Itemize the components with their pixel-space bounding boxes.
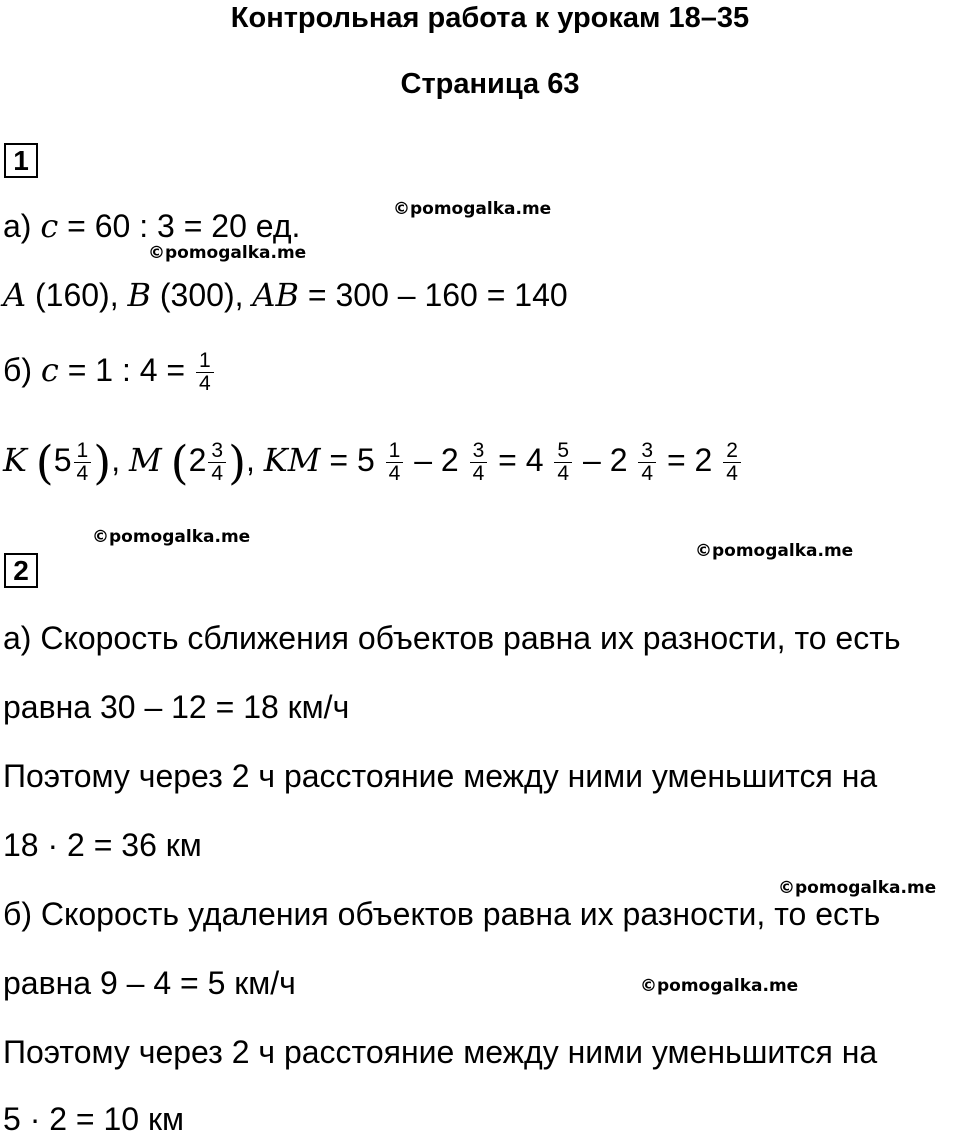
page-subtitle: Страница 63 [400,68,580,100]
task2-line: равна 30 – 12 = 18 км/ч [3,689,350,725]
task2-line: Поэтому через 2 ч расстояние между ними уменьшится на [3,1034,878,1070]
task2-line: б) Скорость удаления объектов равна их разности, то есть [3,896,881,932]
task2-line: 5 · 2 = 10 км [3,1101,184,1137]
watermark: ©pomogalka.me [695,541,854,561]
task1-line-points: A (160), B (300), AB = 300 – 160 = 140 [3,276,568,314]
task-number-1: 1 [4,143,38,178]
task2-line: равна 9 – 4 = 5 км/ч [3,965,296,1001]
watermark: ©pomogalka.me [92,527,251,547]
task2-line: 18 · 2 = 36 км [3,827,202,863]
watermark: ©pomogalka.me [148,243,307,263]
watermark: ©pomogalka.me [393,199,552,219]
task1-line-b: б) c = 1 : 4 = $\frac{1}{4}$ [3,350,216,395]
task2-line: а) Скорость сближения объектов равна их разности, то есть [3,620,901,656]
watermark: ©pomogalka.me [640,976,799,996]
task-number-2: 2 [4,553,38,588]
fraction: $\frac{1}{4}$ [196,350,214,395]
task1-line-km: K (5 $\frac{1}{4}$ ), M (2 $\frac{3}{4}$ ), KM = 5 $\frac{1}{4}$ – 2 $\frac{3}{4}$ = 4 $\frac{5}{4}$ – 2 $\frac{3}{4}$ = 2 $\frac{2}{4}$ [3,440,743,485]
watermark: ©pomogalka.me [778,878,937,898]
page-title: Контрольная работа к урокам 18–35 [230,2,750,34]
task2-line: Поэтому через 2 ч расстояние между ними уменьшится на [3,758,878,794]
task1-line-a: а) c = 60 : 3 = 20 ед. [3,207,301,245]
